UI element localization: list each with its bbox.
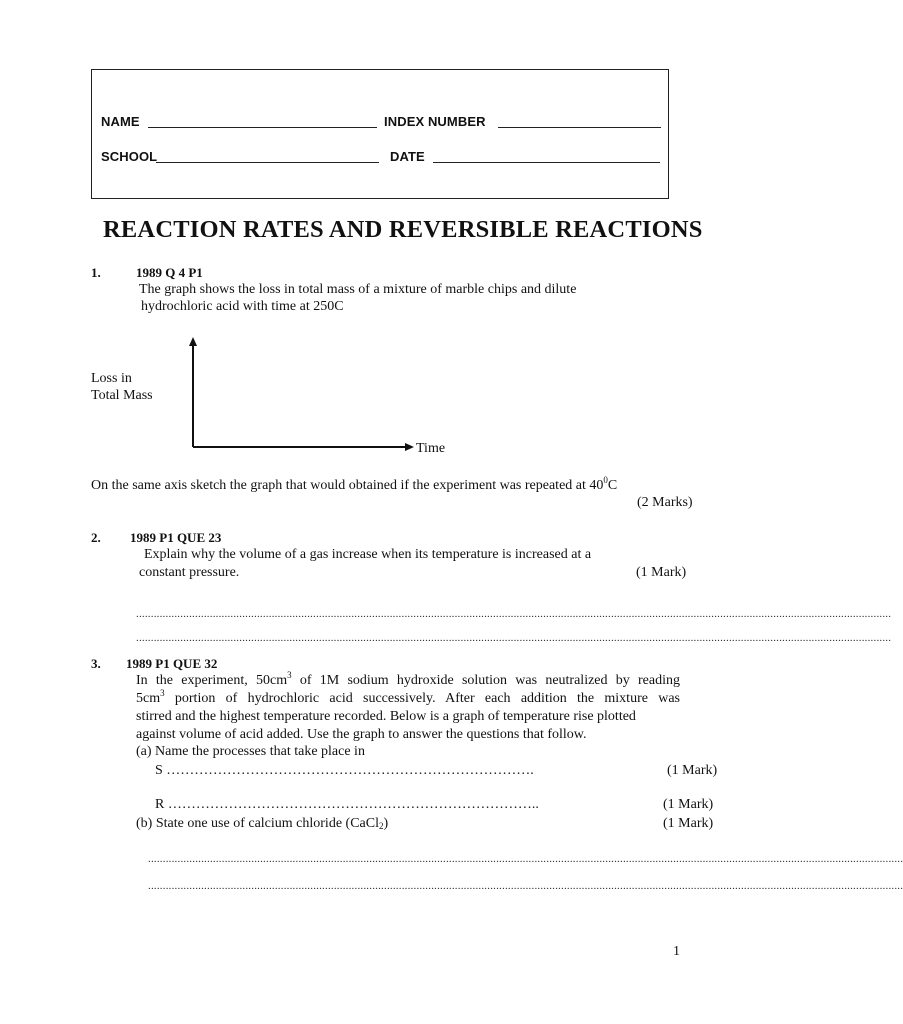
name-field[interactable] [148, 127, 377, 128]
q3-number: 3. [91, 656, 101, 671]
q2-marks: (1 Mark) [636, 565, 687, 580]
q3-text-line-2: $5cm^3$ portion of hydrochloric acid successively. After each addition the mixture was [136, 688, 680, 706]
student-details-box [91, 69, 669, 199]
q1-axes [180, 336, 420, 456]
q3-text-line-1: In the experiment, $50cm^3$ of 1M sodium hydroxide solution was neutralized by reading [136, 670, 680, 688]
date-field[interactable] [433, 162, 660, 163]
q2-reference: 1989 P1 QUE 23 [130, 530, 222, 545]
q1-marks: (2 Marks) [637, 495, 693, 510]
q2-answer-line-1[interactable]: ................................................................................................................................................................................................................................................................ [136, 608, 892, 620]
page-title: REACTION RATES AND REVERSIBLE REACTIONS [103, 216, 703, 243]
q3-text-line-4: against volume of acid added. Use the graph to answer the questions that follow. [136, 727, 587, 742]
q3-part-a: (a) Name the processes that take place in [136, 744, 365, 759]
q3-answer-r[interactable]: R …………………………………………………………………….. [155, 797, 539, 812]
index-number-label: INDEX NUMBER [384, 114, 486, 129]
q2-number: 2. [91, 530, 101, 545]
x-axis [193, 443, 414, 451]
q2-text-line-2: constant pressure. [139, 565, 240, 580]
y-axis [189, 337, 197, 447]
q3-answer-s[interactable]: S ……………………………………………………………………. [155, 763, 534, 778]
index-number-field[interactable] [498, 127, 661, 128]
q3-s-marks: (1 Mark) [667, 763, 718, 778]
q3-b-marks: (1 Mark) [663, 816, 714, 831]
q1-text-line-2: hydrochloric acid with time at 250C [141, 299, 344, 314]
q3-answer-line-1[interactable]: ................................................................................................................................................................................................................................................................ [148, 853, 903, 865]
q1-number: 1. [91, 265, 101, 280]
q3-text-line-3: stirred and the highest temperature recorded. Below is a graph of temperature rise plotted [136, 709, 636, 724]
name-label: NAME [101, 114, 140, 129]
q1-instruction: On the same axis sketch the graph that would obtained if the experiment was repeated at $40^0C$ [91, 475, 618, 493]
q2-text-line-1: Explain why the volume of a gas increase when its temperature is increased at a [144, 547, 592, 562]
date-label: DATE [390, 149, 425, 164]
school-label: SCHOOL [101, 149, 158, 164]
q3-part-b: (b) State one use of calcium chloride (CaCl$_2$) [136, 816, 389, 831]
y-axis-label-line-1: Loss in [91, 371, 132, 386]
x-axis-label: Time [416, 441, 446, 456]
q3-answer-line-2[interactable]: ................................................................................................................................................................................................................................................................ [148, 880, 903, 892]
q3-r-marks: (1 Mark) [663, 797, 714, 812]
page-number: 1 [673, 944, 680, 959]
q3-reference: 1989 P1 QUE 32 [126, 656, 218, 671]
y-axis-label-line-2: Total Mass [91, 388, 153, 403]
q1-reference: 1989 Q 4 P1 [136, 265, 203, 280]
school-field[interactable] [156, 162, 379, 163]
q1-text-line-1: The graph shows the loss in total mass of a mixture of marble chips and dilute [139, 282, 577, 297]
q2-answer-line-2[interactable]: ................................................................................................................................................................................................................................................................ [136, 632, 892, 644]
